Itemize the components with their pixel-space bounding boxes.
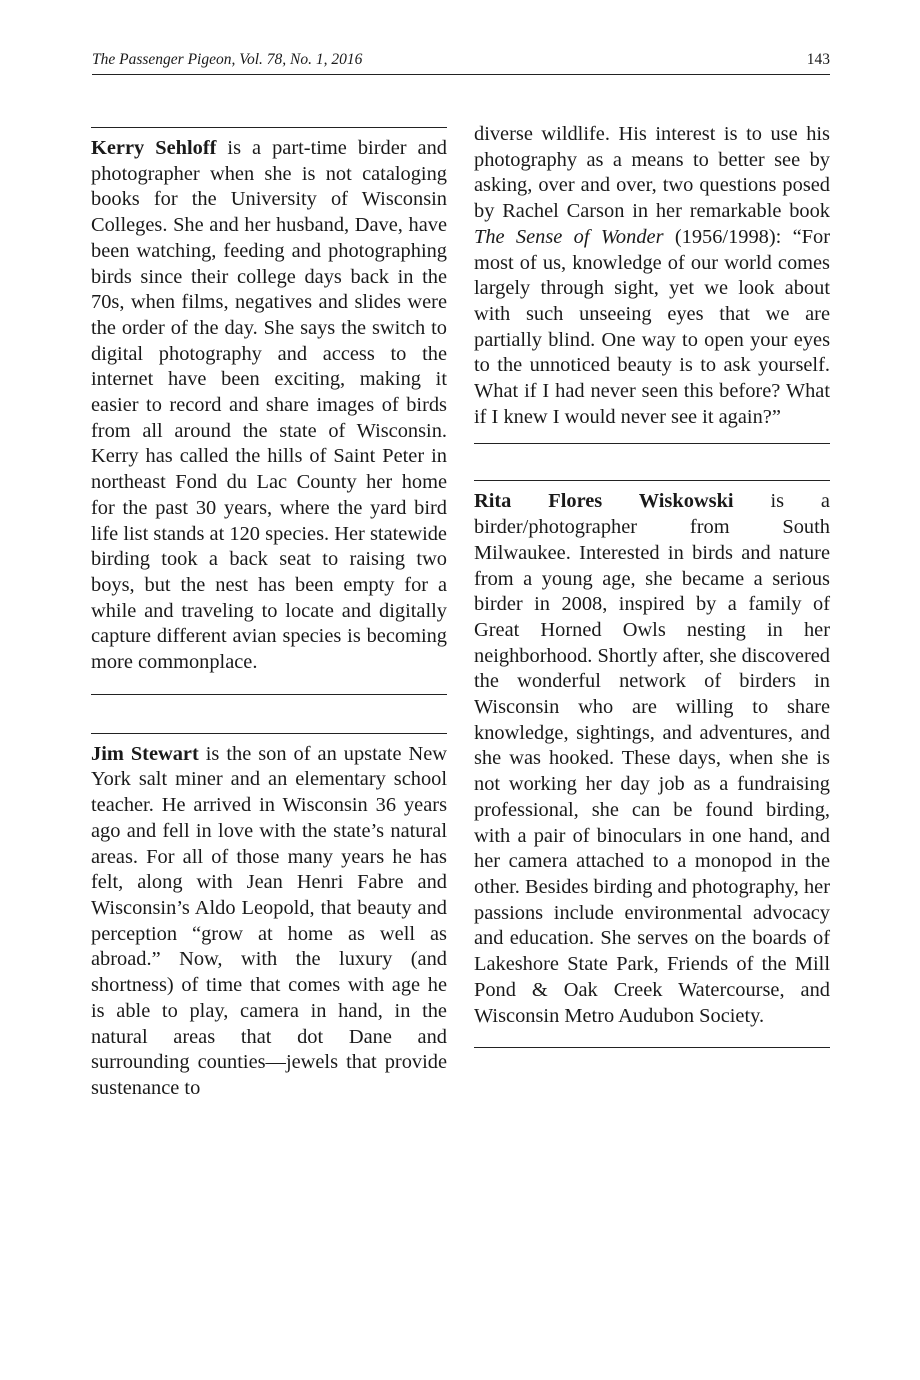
- contributor-name: Jim Stewart: [91, 742, 199, 765]
- contributor-name: Kerry Sehloff: [91, 137, 217, 159]
- page-number: 143: [806, 51, 830, 68]
- running-header: [92, 48, 830, 75]
- bio-text: is the son of an upstate New York salt miner and an elementary school teacher. He arrived in Wisconsin 36 years ago and fell in love with the state’s natural areas. For all of those many years he has felt, along with Jean Henri Fabre and Wisconsin’s Aldo Leopold, that beauty and perception “grow at home as well as abroad.” Now, with the luxury (and shortness) of time that comes with age he is able to play, camera in hand, in the natural areas that dot Dane and surrounding counties—jewels that provide sustenance to: [91, 742, 447, 1099]
- bio-text: is a part-time birder and photographer when she is not cataloging books for the University of Wisconsin Colleges. She and her husband, Dave, have been watching, feeding and photographing birds since their college days back in the 70s, when films, negatives and slides were the order of the day. She says the switch to digital photography and access to the internet have been exciting, making it easier to record and share images of birds from all around the state of Wisconsin. Kerry has called the hills of Saint Peter in northeast Fond du Lac County her home for the past 30 years, where the yard bird life list stands at 120 species. Her statewide birding took a back seat to raising two boys, but the nest has been empty for a while and traveling to locate and digitally capture different avian species is becoming more commonplace.: [91, 137, 448, 674]
- bio-text: diverse wildlife. His interest is to use his photography as a means to better see by asking, over and over, two questions posed by Rachel Carson in her remarkable book: [474, 123, 830, 223]
- bio-rita-flores-wiskowski: [474, 481, 830, 1047]
- right-column: [474, 123, 831, 1048]
- bio-bottom-rule: [474, 1047, 830, 1048]
- bio-jim-stewart-continued: [474, 122, 830, 443]
- bio-text: is a birder/photographer from South Milwaukee. Interested in birds and nature from a young age, she became a serious birder in 2008, inspired by a family of Great Horned Owls nesting in her neighborhood. Shortly after, she discovered the wonderful network of birders in Wisconsin who are willing to share knowledge, sightings, and adventures, and she was hooked. These days, when she is not working her day job as a fundraising professional, she can be found birding, with a pair of binoculars in one hand, and her camera attached to a monopod in the other. Besides birding and photography, her passions include environmental advocacy and education. She serves on the boards of Lakeshore State Park, Friends of the Mill Pond & Oak Creek Watercourse, and Wisconsin Metro Audubon Society.: [474, 490, 831, 1027]
- book-title: The Sense of Wonder: [474, 225, 664, 248]
- left-column: [91, 127, 447, 1120]
- contributor-name: Rita Flores Wiskowski: [474, 490, 734, 513]
- bio-jim-stewart: [91, 734, 447, 1120]
- journal-citation: The Passenger Pigeon, Vol. 78, No. 1, 2016: [92, 51, 363, 68]
- bio-kerry-sehloff: [91, 128, 447, 694]
- bio-text: (1956/1998): “For most of us, knowledge of our world comes largely through sight, yet we look about with such unseeing eyes that we are partially blind. One way to open your eyes to the unnoticed beauty is to ask yourself. What if I had never seen this before? What if I knew I would never see it again?”: [474, 225, 830, 428]
